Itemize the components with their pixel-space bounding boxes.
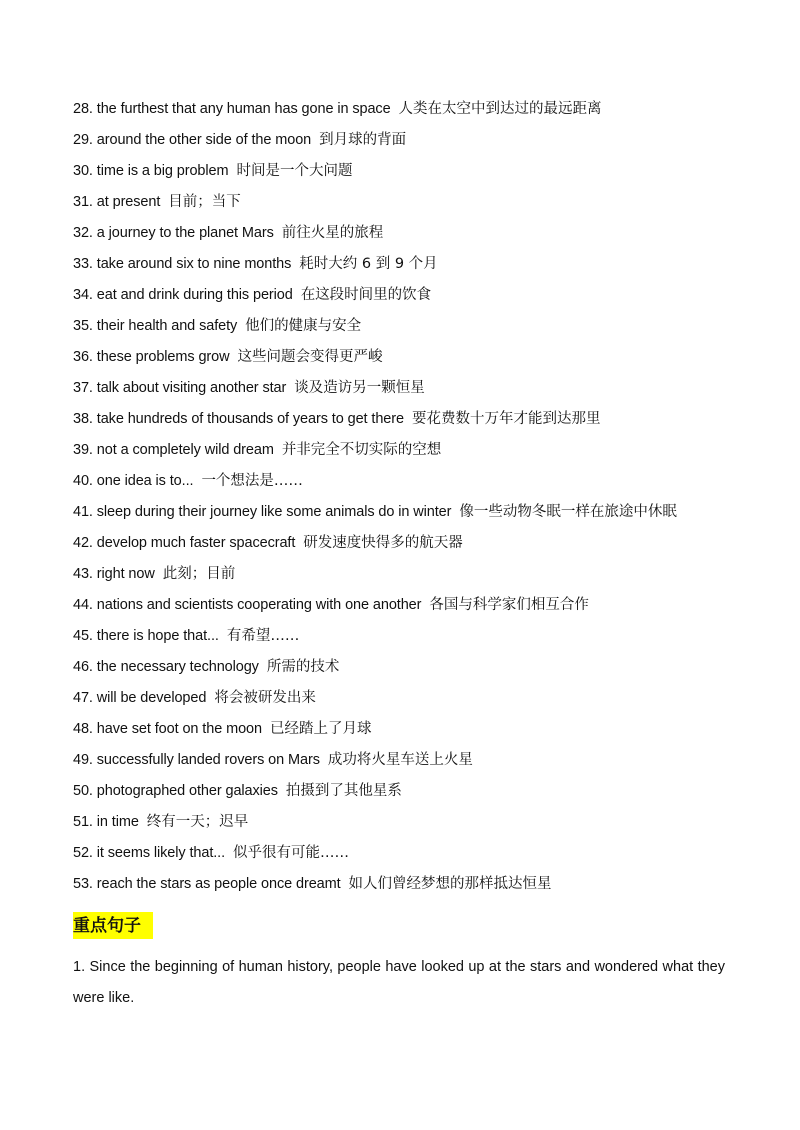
- phrase-chinese: 前往火星的旅程: [281, 225, 384, 241]
- phrase-english: 37. talk about visiting another star: [73, 380, 287, 396]
- phrase-chinese: 研发速度快得多的航天器: [303, 535, 463, 551]
- phrase-english: 50. photographed other galaxies: [73, 783, 278, 799]
- phrase-row: [73, 683, 773, 714]
- phrase-row: [73, 621, 773, 652]
- phrase-chinese: 拍摄到了其他星系: [285, 783, 402, 799]
- phrase-chinese: 谈及造访另一颗恒星: [294, 380, 425, 396]
- phrase-row: [73, 869, 773, 900]
- phrase-chinese: 有希望……: [226, 628, 300, 644]
- phrase-english: 35. their health and safety: [73, 318, 238, 334]
- phrase-english: 51. in time: [73, 814, 139, 830]
- phrase-english: 42. develop much faster spacecraft: [73, 535, 296, 551]
- phrase-row: [73, 714, 773, 745]
- phrase-chinese: 将会被研发出来: [214, 690, 316, 706]
- phrase-english: 36. these problems grow: [73, 349, 230, 365]
- phrase-english: 52. it seems likely that...: [73, 845, 226, 861]
- phrase-row: [73, 156, 773, 187]
- phrase-row: [73, 218, 773, 249]
- phrase-row: [73, 466, 773, 497]
- phrase-english: 44. nations and scientists cooperating with one another: [73, 597, 422, 613]
- phrase-english: 46. the necessary technology: [73, 659, 259, 675]
- phrase-chinese: 目前；当下: [168, 194, 241, 210]
- section-title-key-sentences: 重点句子: [73, 912, 153, 939]
- phrase-row: [73, 94, 773, 125]
- phrase-english: 28. the furthest that any human has gone in space: [73, 101, 391, 117]
- phrase-row: [73, 249, 773, 280]
- phrase-row: [73, 838, 773, 869]
- phrase-chinese: 这些问题会变得更严峻: [237, 349, 383, 365]
- phrase-chinese: 所需的技术: [266, 659, 340, 675]
- phrase-chinese: 要花费数十万年才能到达那里: [411, 411, 601, 427]
- phrase-chinese: 到月球的背面: [319, 132, 407, 148]
- phrase-row: [73, 652, 773, 683]
- phrase-english: 31. at present: [73, 194, 161, 210]
- phrase-row: [73, 497, 773, 528]
- phrase-chinese: 各国与科学家们相互合作: [429, 597, 589, 613]
- phrase-english: 45. there is hope that...: [73, 628, 219, 644]
- phrase-chinese: 终有一天；迟早: [146, 814, 249, 830]
- phrase-english: 33. take around six to nine months: [73, 256, 292, 272]
- phrase-row: [73, 807, 773, 838]
- phrase-row: [73, 280, 773, 311]
- phrase-chinese: 已经踏上了月球: [269, 721, 372, 737]
- phrase-row: [73, 559, 773, 590]
- phrase-list: [73, 94, 773, 900]
- phrase-english: 29. around the other side of the moon: [73, 132, 312, 148]
- phrase-chinese: 像一些动物冬眠一样在旅途中休眠: [459, 504, 677, 520]
- phrase-english: 40. one idea is to...: [73, 473, 194, 489]
- phrase-row: [73, 528, 773, 559]
- phrase-english: 47. will be developed: [73, 690, 207, 706]
- phrase-english: 43. right now: [73, 566, 155, 582]
- phrase-english: 38. take hundreds of thousands of years to get there: [73, 411, 404, 427]
- phrase-chinese: 一个想法是……: [201, 473, 303, 489]
- phrase-row: [73, 745, 773, 776]
- phrase-row: [73, 776, 773, 807]
- phrase-row: [73, 404, 773, 435]
- phrase-chinese: 此刻；目前: [162, 566, 236, 582]
- phrase-english: 32. a journey to the planet Mars: [73, 225, 274, 241]
- phrase-chinese: 如人们曾经梦想的那样抵达恒星: [348, 876, 552, 892]
- phrase-row: [73, 125, 773, 156]
- phrase-english: 34. eat and drink during this period: [73, 287, 293, 303]
- phrase-english: 48. have set foot on the moon: [73, 721, 262, 737]
- phrase-english: 39. not a completely wild dream: [73, 442, 274, 458]
- phrase-chinese: 他们的健康与安全: [245, 318, 362, 334]
- phrase-row: [73, 435, 773, 466]
- phrase-english: 30. time is a big problem: [73, 163, 229, 179]
- phrase-chinese: 耗时大约 6 到 9 个月: [299, 256, 438, 272]
- key-sentence: 1. Since the beginning of human history, people have looked up at the stars and wondered what they were like.: [73, 959, 725, 1006]
- phrase-row: [73, 187, 773, 218]
- phrase-english: 41. sleep during their journey like some animals do in winter: [73, 504, 452, 520]
- phrase-chinese: 人类在太空中到达过的最远距离: [398, 101, 602, 117]
- phrase-chinese: 似乎很有可能……: [233, 845, 350, 861]
- phrase-row: [73, 373, 773, 404]
- phrase-row: [73, 342, 773, 373]
- phrase-english: 53. reach the stars as people once dreamt: [73, 876, 341, 892]
- phrase-chinese: 并非完全不切实际的空想: [281, 442, 442, 458]
- phrase-row: [73, 311, 773, 342]
- phrase-chinese: 成功将火星车送上火星: [327, 752, 473, 768]
- phrase-english: 49. successfully landed rovers on Mars: [73, 752, 320, 768]
- phrase-chinese: 时间是一个大问题: [236, 163, 353, 179]
- phrase-chinese: 在这段时间里的饮食: [300, 287, 432, 303]
- phrase-row: [73, 590, 773, 621]
